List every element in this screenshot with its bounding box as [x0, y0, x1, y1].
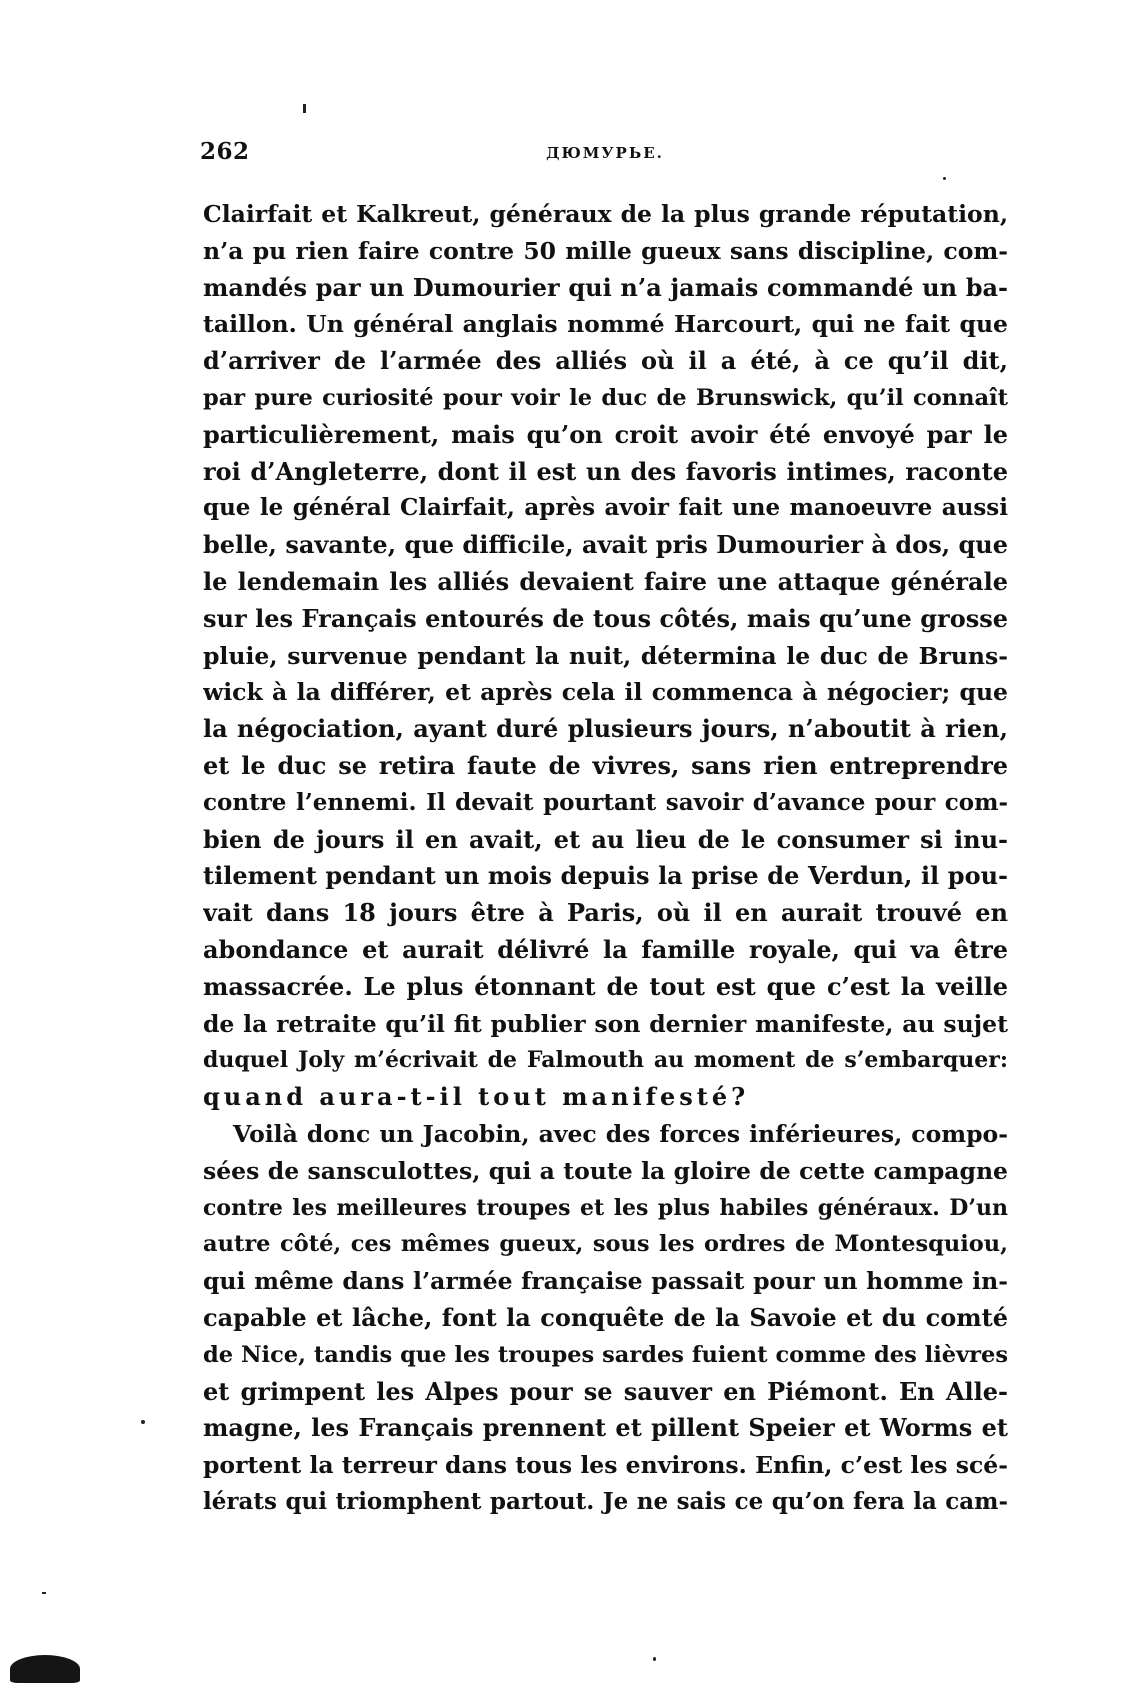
scan-speck [653, 1657, 656, 1661]
text-line: que le général Clairfait, après avoir fait une manoeuvre aussi [203, 494, 1008, 522]
text-line: lérats qui triomphent partout. Je ne sais ce qu’on fera la cam- [203, 1487, 1008, 1515]
text-line: taillon. Un général anglais nommé Harcourt, qui ne fait que [203, 310, 1008, 339]
scan-ink-blot [10, 1655, 80, 1683]
body-text [203, 196, 1008, 1521]
text-line: la négociation, ayant duré plusieurs jours, n’aboutit à rien, [203, 714, 1008, 744]
text-line: n’a pu rien faire contre 50 mille gueux sans discipline, com- [203, 236, 1008, 265]
text-line: portent la terreur dans tous les environs. Enfin, c’est les scé- [203, 1451, 1008, 1480]
text-line: de la retraite qu’il fit publier son dernier manifeste, au sujet [203, 1009, 1008, 1038]
text-line: magne, les Français prennent et pillent Speier et Worms et [203, 1413, 1008, 1443]
text-line: massacrée. Le plus étonnant de tout est que c’est la veille [203, 971, 1008, 1001]
text-line: d’arriver de l’armée des alliés où il a été, à ce qu’il dit, [203, 346, 1008, 376]
text-line: sées de sansculottes, qui a toute la gloire de cette campagne [203, 1156, 1008, 1185]
text-line: qui même dans l’armée française passait pour un homme in- [203, 1267, 1008, 1296]
text-line: roi d’Angleterre, dont il est un des favoris intimes, raconte [203, 456, 1008, 486]
text-line: tilement pendant un mois depuis la prise de Verdun, il pou- [203, 861, 1008, 891]
text-line: autre côté, ces mêmes gueux, sous les ordres de Montesquiou, [203, 1231, 1008, 1258]
text-line: par pure curiosité pour voir le duc de Brunswick, qu’il connaît [203, 384, 1008, 411]
text-line: et le duc se retira faute de vivres, sans rien entreprendre [203, 750, 1008, 780]
text-line: de Nice, tandis que les troupes sardes fuient comme des lièvres [203, 1341, 1008, 1368]
text-line: sur les Français entourés de tous côtés, mais qu’une grosse [203, 603, 1008, 633]
scan-speck [141, 1420, 145, 1424]
page-number: 262 [200, 138, 250, 165]
text-line: belle, savante, que difficile, avait pris Dumourier à dos, que [203, 530, 1008, 560]
text-line: mandés par un Dumourier qui n’a jamais commandé un ba- [203, 272, 1008, 302]
text-line: particulièrement, mais qu’on croit avoir été envoyé par le [203, 419, 1008, 449]
text-line: duquel Joly m’écrivait de Falmouth au moment de s’embarquer: [203, 1047, 1008, 1074]
text-line: abondance et aurait délivré la famille royale, qui va être [203, 934, 1008, 964]
text-line: capable et lâche, font la conquête de la Savoie et du comté [203, 1302, 1008, 1332]
page-header [200, 138, 1010, 178]
scan-speck [943, 177, 946, 180]
text-line: pluie, survenue pendant la nuit, détermina le duc de Bruns- [203, 641, 1008, 670]
text-line: le lendemain les alliés devaient faire une attaque générale [203, 566, 1008, 596]
text-line: vait dans 18 jours être à Paris, où il en aurait trouvé en [203, 898, 1008, 928]
text-line: contre l’ennemi. Il devait pourtant savoir d’avance pour com- [203, 788, 1008, 816]
text-line-emphasis: quand aura-t-il tout manifesté? [203, 1082, 750, 1112]
running-head: ДЮМУРЬЕ. [546, 144, 664, 162]
text-line: et grimpent les Alpes pour se sauver en Piémont. En Alle- [203, 1376, 1008, 1406]
text-line: bien de jours il en avait, et au lieu de le consumer si inu- [203, 824, 1008, 854]
scan-speck [303, 104, 306, 113]
text-line: Clairfait et Kalkreut, généraux de la plus grande réputation, [203, 200, 1008, 228]
text-line: wick à la différer, et après cela il commenca à négocier; que [203, 678, 1008, 707]
scan-speck [42, 1592, 46, 1594]
paragraph-start: Voilà donc un Jacobin, avec des forces inférieures, compo- [233, 1119, 1008, 1148]
text-line: contre les meilleures troupes et les plus habiles généraux. D’un [203, 1194, 1008, 1221]
